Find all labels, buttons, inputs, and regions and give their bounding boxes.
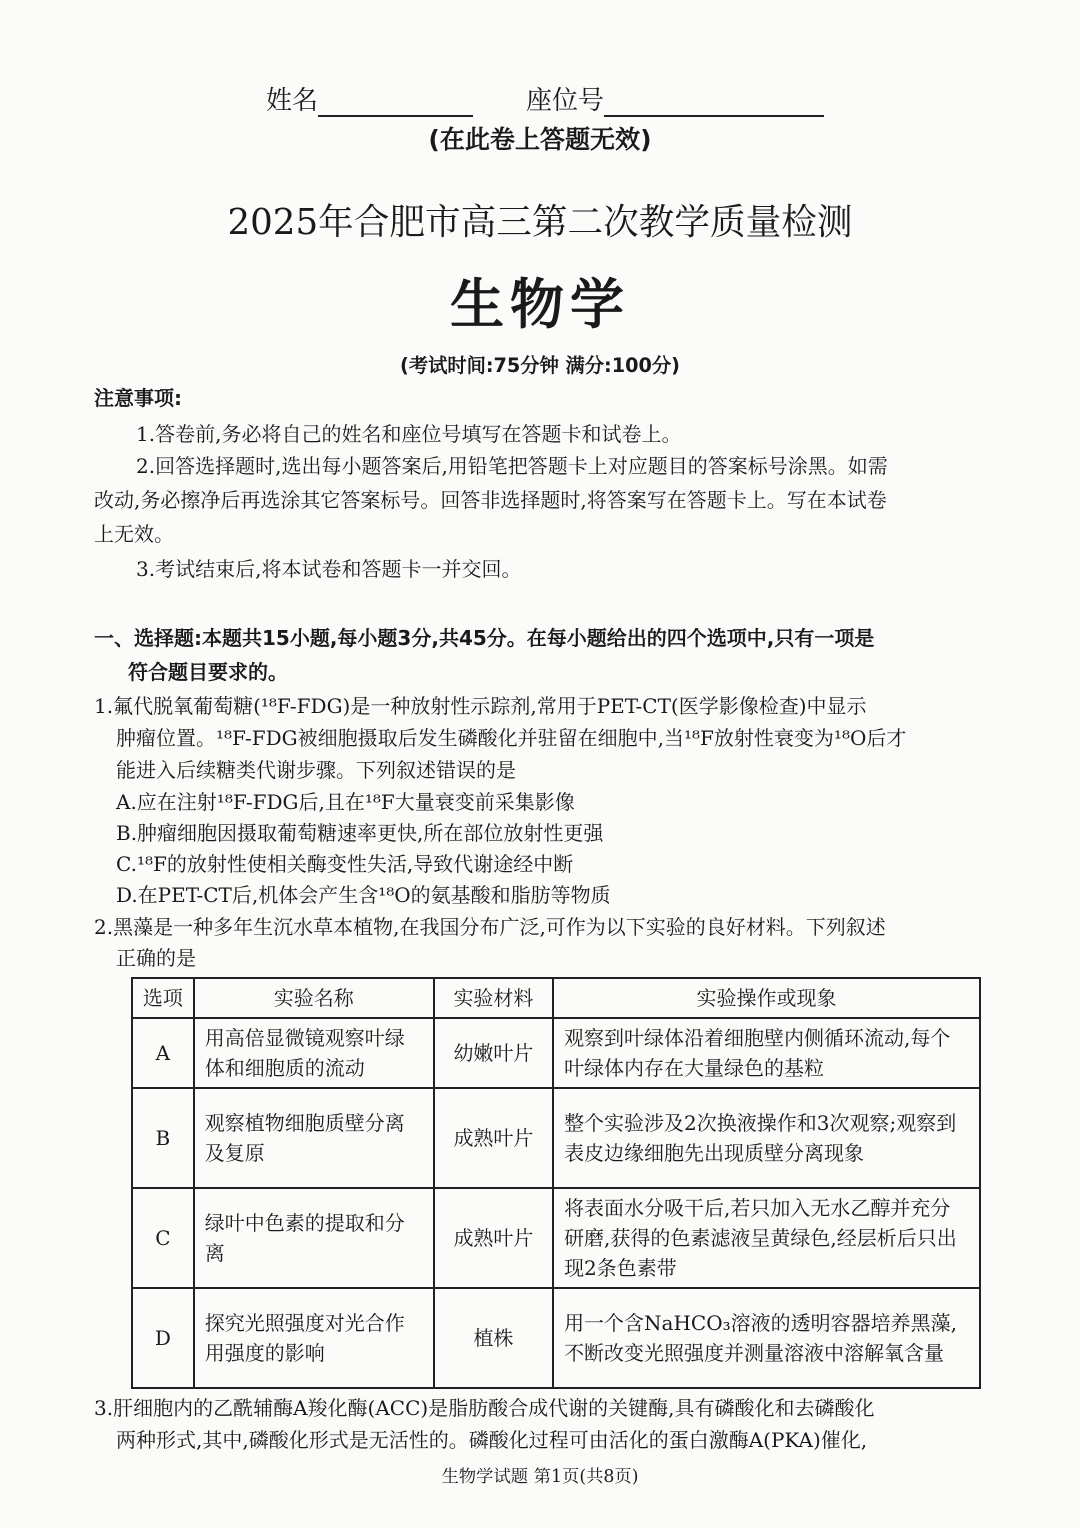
page-footer: 生物学试题 第1页(共8页): [441, 1467, 639, 1487]
cell-name: 绿叶中色素的提取和分离: [194, 1188, 434, 1288]
cell-material: 成熟叶片: [434, 1188, 553, 1288]
table-row: [132, 1018, 980, 1088]
cell-ops: 将表面水分吸干后,若只加入无水乙醇并充分研磨,获得的色素滤液呈黄绿色,经层析后只出现2条色素带: [553, 1188, 980, 1288]
notice-item-1: 1.答卷前,务必将自己的姓名和座位号填写在答题卡和试卷上。: [136, 422, 682, 446]
question-2-stem: 2.黑藻是一种多年生沉水草本植物,在我国分布广泛,可作为以下实验的良好材料。下列叙述: [94, 915, 886, 939]
table-row: [132, 1188, 980, 1288]
cell-option: D: [132, 1288, 194, 1388]
name-blank[interactable]: [318, 87, 473, 117]
cell-ops: 整个实验涉及2次换液操作和3次观察;观察到表皮边缘细胞先出现质壁分离现象: [553, 1088, 980, 1188]
cell-option: A: [132, 1018, 194, 1088]
notice-item-2-cont: 改动,务必擦净后再选涂其它答案标号。回答非选择题时,将答案写在答题卡上。写在本试卷: [94, 488, 887, 512]
experiment-table: [131, 977, 981, 1389]
table-header-row: [132, 978, 980, 1018]
section-1-heading: 一、选择题:本题共15小题,每小题3分,共45分。在每小题给出的四个选项中,只有一项是: [94, 626, 875, 650]
cell-name: 观察植物细胞质壁分离及复原: [194, 1088, 434, 1188]
cell-material: 植株: [434, 1288, 553, 1388]
name-field: [266, 80, 473, 117]
notice-item-3: 3.考试结束后,将本试卷和答题卡一并交回。: [136, 557, 522, 581]
notice-item-2-end: 上无效。: [94, 522, 174, 546]
question-3-stem-l2: 两种形式,其中,磷酸化形式是无活性的。磷酸化过程可由活化的蛋白激酶A(PKA)催化,: [116, 1428, 868, 1452]
header-material: 实验材料: [434, 978, 553, 1018]
header-ops: 实验操作或现象: [553, 978, 980, 1018]
question-1-stem-l2: 肿瘤位置。¹⁸F-FDG被细胞摄取后发生磷酸化并驻留在细胞中,当¹⁸F放射性衰变为¹⁸O后才: [116, 726, 907, 750]
time-info: (考试时间:75分钟 满分:100分): [400, 354, 680, 377]
table-row: [132, 1288, 980, 1388]
notice-item-2: 2.回答选择题时,选出每小题答案后,用铅笔把答题卡上对应题目的答案标号涂黑。如需: [136, 454, 888, 478]
section-1-heading-cont: 符合题目要求的。: [128, 660, 288, 684]
question-3-stem: 3.肝细胞内的乙酰辅酶A羧化酶(ACC)是脂肪酸合成代谢的关键酶,具有磷酸化和去磷酸化: [94, 1396, 875, 1420]
header-name: 实验名称: [194, 978, 434, 1018]
cell-option: C: [132, 1188, 194, 1288]
cell-ops: 观察到叶绿体沿着细胞壁内侧循环流动,每个叶绿体内存在大量绿色的基粒: [553, 1018, 980, 1088]
seat-blank[interactable]: [604, 87, 824, 117]
table-row: [132, 1088, 980, 1188]
question-1-option-d: D.在PET-CT后,机体会产生含¹⁸O的氨基酸和脂肪等物质: [116, 883, 611, 907]
question-1-stem: 1.氟代脱氧葡萄糖(¹⁸F-FDG)是一种放射性示踪剂,常用于PET-CT(医学影像检查)中显示: [94, 694, 867, 718]
invalid-note: (在此卷上答题无效): [428, 125, 652, 154]
header-option: 选项: [132, 978, 194, 1018]
question-2-stem-l2: 正确的是: [116, 946, 196, 970]
cell-name: 探究光照强度对光合作用强度的影响: [194, 1288, 434, 1388]
seat-field: [526, 80, 824, 117]
cell-name: 用高倍显微镜观察叶绿体和细胞质的流动: [194, 1018, 434, 1088]
cell-option: B: [132, 1088, 194, 1188]
question-1-stem-l3: 能进入后续糖类代谢步骤。下列叙述错误的是: [116, 758, 516, 782]
subject-title: 生物学: [450, 273, 630, 336]
notice-heading: 注意事项:: [94, 386, 182, 410]
question-1-option-b: B.肿瘤细胞因摄取葡萄糖速率更快,所在部位放射性更强: [116, 821, 604, 845]
name-label: 姓名: [266, 86, 319, 116]
cell-material: 幼嫩叶片: [434, 1018, 553, 1088]
question-1-option-c: C.¹⁸F的放射性使相关酶变性失活,导致代谢途经中断: [116, 852, 574, 876]
exam-title: 2025年合肥市高三第二次教学质量检测: [227, 202, 853, 243]
seat-label: 座位号: [526, 86, 605, 116]
cell-ops: 用一个含NaHCO₃溶液的透明容器培养黑藻,不断改变光照强度并测量溶液中溶解氧含量: [553, 1288, 980, 1388]
cell-material: 成熟叶片: [434, 1088, 553, 1188]
question-1-option-a: A.应在注射¹⁸F-FDG后,且在¹⁸F大量衰变前采集影像: [116, 790, 575, 814]
